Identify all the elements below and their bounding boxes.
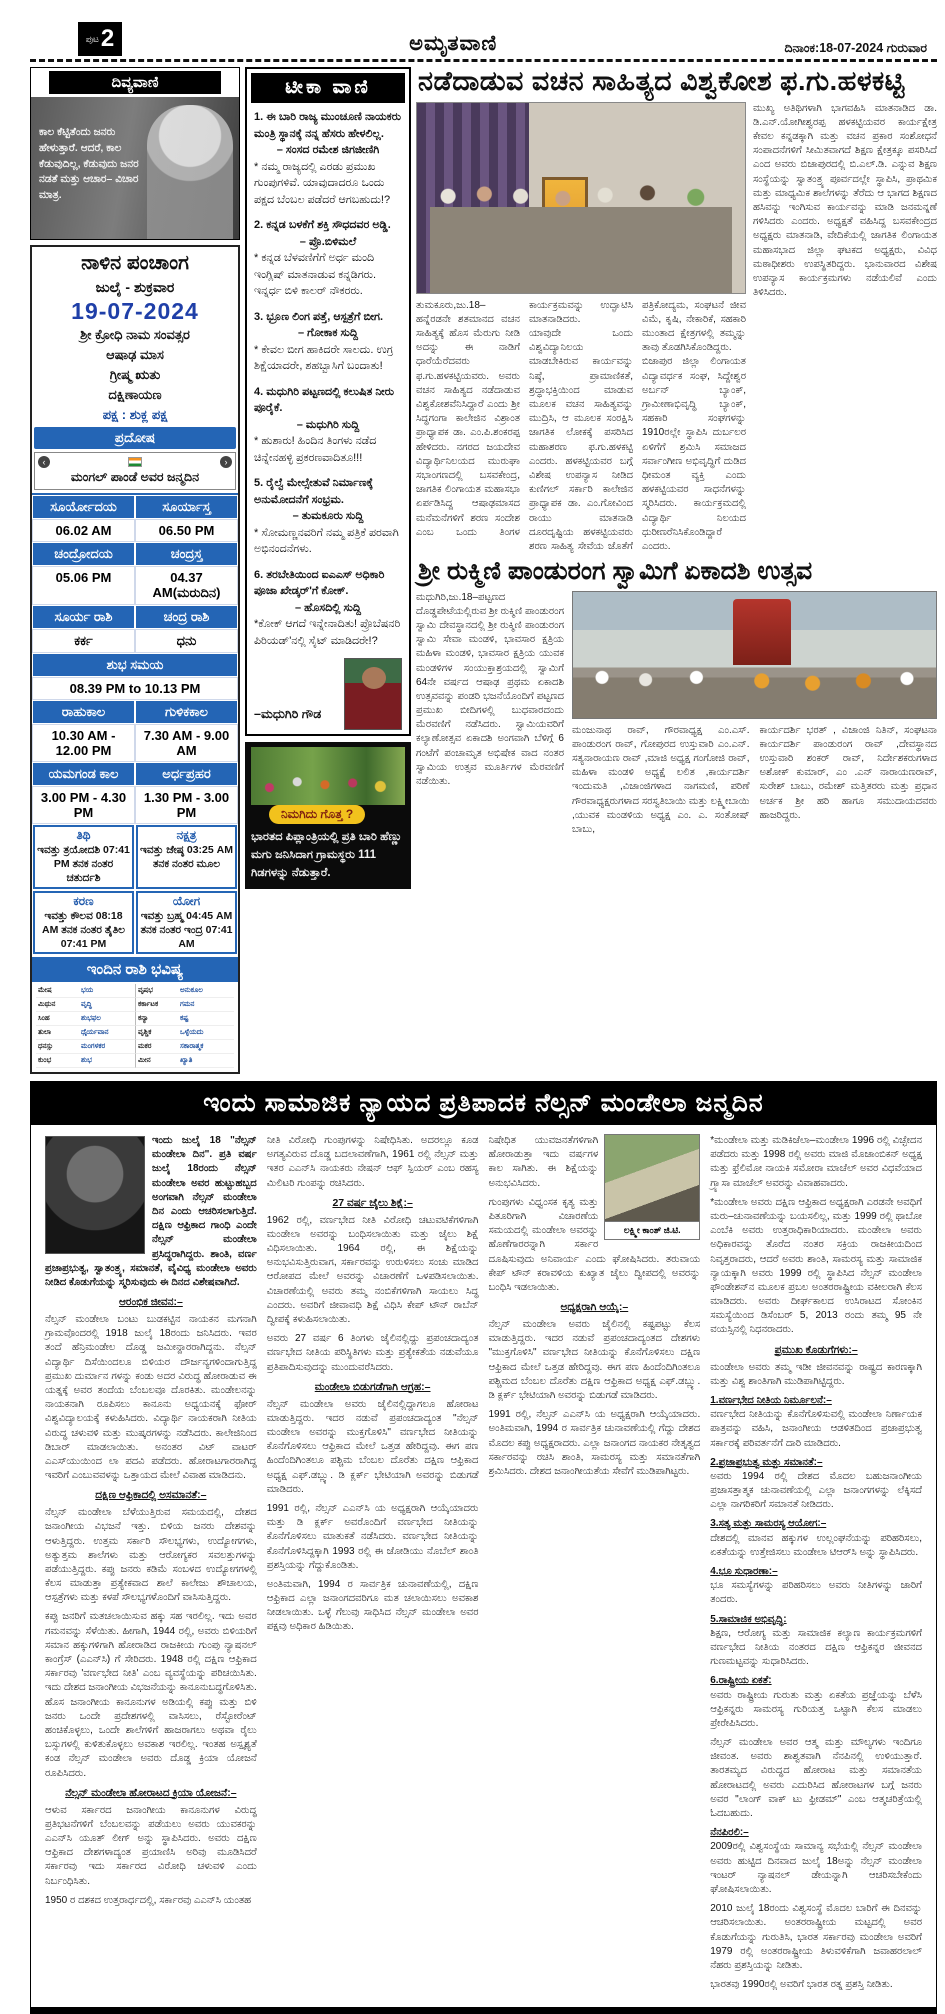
mandela-paragraph: ನೆಲ್ಸನ್ ಮಂಡೇಲಾ ಬಂಟು ಬುಡಕಟ್ಟಿನ ನಾಯಕನ ಮಗನಾಗಿ ಗ್ರಾಮವೊಂದರಲ್ಲಿ 1918 ಜುಲೈ 18ರಂದು ಜನಿಸಿದರು. ಇವರ ತಂದೆ ಹೆನ್ರಿಮಂಡೇಲ ದೊಡ್ಡ ಜಮೀನ್ದಾರರಾಗಿದ್ದನು. ನೆಲ್ಸನ್ ವಿದ್ಯಾರ್ಥಿ ದಿಸೆಯಿಂದಲೂ ಬಿಳಿಯರ ದೌರ್ಜನ್ಯಗಳಿಂದಾಗುತ್ತಿದ್ದ ಪ್ರಮುಖ ದುರ್ಮಾನ ಗಳನ್ನು ಕಂಡು ಅದರ ವಿರುದ್ಧ ಹೋರಾಡುವ ಈ ಯತ್ನಕ್ಕೆ ಅವರ ತಂದೆಯ ಬೆಂಬಲವೂ ದೊರಕಿತು. ಮಂಡೇಲನನ್ನು ನಾಯಕನಾಗಿ ರೂಪಿಸಲು ಕಾನೂನು ಅಧ್ಯಯನಕ್ಕೆ ಫೋರ್ ವಿಶ್ವವಿದ್ಯಾಲಯಕ್ಕೆ ಕಳುಹಿಸಿದರು. ವಿದ್ಯಾರ್ಥಿ ನಾಯಕರಾಗಿ ನೀತಿಯ ವಿರುದ್ಧ ಚಳುವಳಿ ಮತ್ತು ಮುಷ್ಕರಗಳನ್ನು ನಡೆಸಿದರು. ಕಾಲೇಜಿನಿಂದ ಡಿಬಾರ್ ಮಾಡಲಾಯಿತು. ಅನಂತರ ವಿಟ್ ವಾಟರ್ ಎಎಸ್‌ಯುಯಿಂದ ಲಾ ಪದವಿ ಪಡೆದರು. ಹೋರಾಟಗಾರರಾಗಿದ್ದ ಇವರಿಗೆ ಎಂಬುವವಳನ್ನು ಒತ್ತಾಯದ ಮೇಲೆ ವಿವಾಹ ಮಾಡಿದನು.: [45, 1314, 257, 1482]
yamaganda-value: 3.00 PM - 4.30 PM: [32, 786, 135, 824]
zodiac-value: ಸಕಾರಾತ್ಮಕ: [178, 1040, 234, 1054]
mandela-col2: [267, 1134, 479, 1997]
did-you-know-label: ನಿಮಗಿದು ಗೊತ್ತ ?: [269, 805, 365, 824]
article-halakatti: [416, 67, 937, 554]
mandela-paragraph: ನೆಲ್ಸನ್ ಮಂಡೇಲಾ ಬೆಳೆಯುತ್ತಿರುವ ಸಮಯದಲ್ಲಿ, ದೇಶದ ಜನಾಂಗೀಯ ವಿಭಜನೆ ಇತ್ತು. ಬಿಳಿಯ ಜನರು ದೇಶವನ್ನು ಆಳುತ್ತಿದ್ದರು. ಉತ್ತಮ ಸರ್ಕಾರಿ ಸೌಲಭ್ಯಗಳು, ಉದ್ಯೋಗಗಳು, ಅತ್ಯುತ್ತಮ ಶಾಲೆಗಳು ಮತ್ತು ಆರೋಗ್ಯಕರ ಸವಲತ್ತುಗಳನ್ನು ಪಡೆಯುತ್ತಿದ್ದರು. ಕಪ್ಪು ಜನರು ಕಡಿಮೆ ಸಂಬಳದ ಉದ್ಯೋಗಗಳಲ್ಲಿ ಕೆಲಸ ಮಾಡುತ್ತಾ ಪ್ರತ್ಯೇಕವಾದ ಶಾಲೆ ಕಾಲೇಜು ಶೌಚಾಲಯ, ಆಸ್ಪತ್ರೆಗಳು ಮತ್ತು ಕಳಪೆ ಸೌಲಭ್ಯಗಳೊಂದಿಗೆ ವಾಸಿಸುತ್ತಿದ್ದರು.: [45, 1507, 257, 1604]
zodiac-sign: ಮೀನ: [135, 1054, 178, 1068]
zodiac-sign: ಮಕರ: [135, 1040, 178, 1054]
page-number: 2: [100, 25, 115, 52]
contribution-4-title: 4.ಭೂ ಸುಧಾರಣಾ:–: [710, 1566, 778, 1577]
teeka-comment: *ಕೋಕ್ ಆಗದೆ ಇನ್ನೇನಾದಿತು! ಪ್ರೊಬೆಷನರಿ ಪಿರಿಯಡ್'ನಲ್ಲಿ ಸೈಟ್ ಮಾಡಿದರೇ!?: [254, 618, 401, 647]
zodiac-value: ಮಂಗಳಕರ: [79, 1040, 135, 1054]
zodiac-value: ವೃದ್ಧಿ: [79, 998, 135, 1012]
article1-col3: ಬಿಜಾಪುರ ಜಿಲ್ಲಾ ಲಿಂಗಾಯತ ವಿದ್ಯಾವರ್ಧಕ ಸಂಘ, ಸಿದ್ದೇಶ್ವರ ಅರ್ಬನ್ ಬ್ಯಾಂಕ್, ಗ್ರಾಮೀಣಾಭಿವೃದ್ಧಿ ಬ್ಯಾಂಕ್, ಸಹಕಾರಿ ಸಂಘಗಳನ್ನು 1910ರಲ್ಲೇ ಸ್ಥಾಪಿಸಿ ದುರ್ಬಲರ ಏಳಿಗೆಗೆ ಶ್ರಮಿಸಿ ಸಮಾಜದ ಸರ್ವಾಂಗೀಣ ಅಭಿವೃದ್ಧಿಗೆ ದುಡಿದ ಧೀಮಂತ ವ್ಯಕ್ತಿ ಎಂದು ಹಳಕಟ್ಟಿಯವರ ಸಾಧನೆಗಳನ್ನು ಸ್ಮರಿಸಿದರು. ಕಾರ್ಯಕ್ರಮದಲ್ಲಿ ವಿದ್ಯಾರ್ಥಿ ನಿಲಯದ ಧುರೀಣರೆನಿಸಿಕೊಂಡಿದ್ದಾರೆ ಎಂದರು.: [642, 356, 746, 552]
teeka-comment: * ಕೇವಲ ಬೀಗ ಹಾಕಿದರೇ ಸಾಲದು. ಉಗ್ರ ಶಿಕ್ಷೆಯಾದರೇ, ಶಹಬ್ಬಾಸಿಗೆ ಬಂದಾತು!: [254, 343, 394, 372]
mandela-paragraph: ನೆಲ್ಸನ್ ಮಂಡೇಲಾ ಅವರು ಜೈಲಿನಲ್ಲಿ ಕಷ್ಟಪಟ್ಟು ಕೆಲಸ ಮಾಡುತ್ತಿದ್ದರು. ಇದರ ನಡುವೆ ಪ್ರಪಂಚದಾದ್ಯಂತದ ದೇಶಗಳು "ಮುಕ್ತಗೊಳಿಸಿ" ವರ್ಣಭೇದ ನೀತಿಯನ್ನು ಕೊನೆಗೊಳಿಸಲು ದಕ್ಷಿಣ ಆಫ್ರಿಕಾದ ಮೇಲೆ ಒತ್ತಡ ಹೇರಿದ್ದವು. ಈಗ ಪಣ ಹಿಂದೆಂದಿಗಿಂತಲೂ ಪಶ್ಚಿಮದ ಬೆಂಬಲ ದೊರೆತು ದಕ್ಷಿಣ ಆಫ್ರಿಕಾದ ಅಧ್ಯಕ್ಷ ಎಫ್.ಡಬ್ಲ್ಯು. ಡಿ ಕ್ಲರ್ಕ್ ಭೇಟಿಯಾಗಿ ಅವರನ್ನು ಬಿಡುಗಡೆ ಮಾಡಿದರು.: [488, 1319, 701, 1401]
zodiac-sign: ಕರ್ಕಾಟಕ: [135, 998, 178, 1012]
zodiac-value: ಭಯ: [79, 984, 135, 998]
rahu-value: 10.30 AM - 12.00 PM: [32, 724, 135, 762]
article2-left-column: [416, 591, 564, 838]
contribution-5-title: 5.ಸಾಮಾಜಿಕ ಅಭಿವೃದ್ಧಿ:: [710, 1613, 787, 1625]
panchanga-title: ನಾಳಿನ ಪಂಚಾಂಗ: [81, 252, 189, 274]
article1-headline: ನಡೆದಾಡುವ ವಚನ ಸಾಹಿತ್ಯದ ವಿಶ್ವಕೋಶ ಫ.ಗು.ಹಳಕಟ್ಟಿ: [418, 66, 905, 96]
teeka-item: [247, 567, 409, 650]
contribution-3-title: 3.ಸತ್ಯ ಮತ್ತು ಸಾಮರಸ್ಯ ಆಯೋಗ:–: [710, 1518, 827, 1530]
subhead-major-contributions: ಪ್ರಮುಖ ಕೊಡುಗೆಗಳು:–: [774, 1343, 858, 1356]
zodiac-value: ಒಳ್ಳೆಯದು: [178, 1026, 234, 1040]
event-text: ಮಂಗಲ್ ಪಾಂಡೆ ಅವರ ಜನ್ಮದಿನ: [70, 470, 200, 484]
zodiac-value: ಶುಭ: [79, 1054, 135, 1068]
divyavani-title: ದಿವ್ಯವಾಣಿ: [49, 71, 221, 94]
contribution-1-title: 1.ವರ್ಣಭೇದ ನೀತಿಯ ನಿರ್ಮೂಲನೆ:–: [710, 1394, 832, 1406]
contribution-2-text: ಅವರು 1994 ರಲ್ಲಿ ದೇಶದ ಮೊದಲ ಬಹುಜನಾಂಗೀಯ ಪ್ರಜಾಸತ್ತಾತ್ಮಕ ಚುನಾವಣೆಯಲ್ಲಿ ಎಲ್ಲಾ ಜನಾಂಗಗಳನ್ನು ಲೆಕ್ಕಿಸದೆ ಎಲ್ಲಾ ನಾಗರಿಕರಿಗೆ ಸಮಾನತೆ ನೀಡಿದರು.: [710, 1470, 922, 1511]
teeka-item: [247, 309, 409, 375]
masa: ಆಷಾಢ ಮಾಸ: [106, 347, 164, 362]
divyavani-quote: ಕಾಲ ಕೆಟ್ಟಿತೆಂದು ಜನರು ಹೇಳುತ್ತಾರೆ. ಆದರೆ, ಕಾಲ ಕೆಡುವುದಿಲ್ಲ, ಕೆಡುವುದು ಜನರ ನಡತೆ ಮತ್ತು ಆಚಾರ– ವಿಚಾರ ಮಾತ್ರ.: [39, 126, 139, 201]
did-you-know-photo: [251, 747, 405, 805]
masthead: [30, 22, 937, 62]
mandela-paragraph: ಭಾರತವು 1990ರಲ್ಲಿ ಅವರಿಗೆ ಭಾರತ ರತ್ನ ಪ್ರಶಸ್ತಿ ನೀಡಿತು.: [710, 1979, 893, 1991]
moonset-value: 04.37 AM(ಮರುದಿನ): [135, 566, 238, 605]
moon-sign-value: ಧನು: [135, 629, 238, 653]
subhead-remember: ನೆನಪಿರಲಿ:–: [710, 1827, 749, 1839]
author-photo: [605, 1135, 699, 1221]
article2-caption-right: ಕಾರ್ಯದರ್ಶಿ ಭರತ್ , ವಿಜಾಂಜಿ ನಿತಿನ್, ಸಂಘಟನಾ ಕಾರ್ಯದರ್ಶಿ ಪಾಂಡುರಂಗ ರಾವ್ ,ದೇವಸ್ಥಾನದ ಉಸ್ತುವಾರಿ ಶಂಕರ್ ರಾವ್, ನಿರ್ದೇಶಕರುಗಳಾದ ಅಶೋಕ್ ಕುಮಾರ್, ಎಂ .ಎನ್ ನಾರಾಯಣರಾವ್, ಸುರೇಶ್ ಬಾಬು, ರಮೇಶ್ ಮತ್ತಿತರರು ಮತ್ತು ಪ್ರಧಾನ ಅರ್ಚಕ ಶ್ರೀ ಹರಿ ಹಾಗೂ ಸಮುದಾಯದವರು ಹಾಜರಿದ್ದರು.: [759, 724, 937, 821]
teeka-attribution: – ತುಮಕೂರು ಸುದ್ದಿ: [292, 510, 364, 522]
zodiac-sign: ತುಲಾ: [36, 1026, 79, 1040]
page-label: ಪುಟ: [85, 33, 99, 44]
zodiac-sign: ಮೇಷ: [36, 984, 79, 998]
teeka-attribution: – ಸಂಸದ ರಮೇಶ ಜಿಗಜೀಣಿಗಿ: [276, 144, 380, 156]
moonrise-value: 05.06 PM: [32, 566, 135, 605]
samvatsara: ಶ್ರೀ ಕ್ರೋಧಿ ನಾಮ ಸಂವತ್ಸರ: [80, 327, 190, 342]
mandela-paragraph: ಗುಂಪುಗಳು ವಿಧ್ವಂಸಕ ಕೃತ್ಯ ಮತ್ತು ಪಿತೂರಿಗಾಗಿ ವಿಚಾರಣೆಯ ಸಮಯದಲ್ಲಿ ಮಂಡೇಲಾ ಅವರನ್ನು ಹೊಣೆಗಾರರನ್ನಾಗಿ ಸರ್ಕಾರ ದೂಷಿಸುವುದು ಅನಿವಾರ್ಯ ಎಂದು ಘೋಷಿಸಿದರು. ತರುವಾಯ ಕೇಪ್ ಟೌನ್ ಕರಾವಳಿಯ ಕುಖ್ಯಾತ ಜೈಲು ದ್ವೀಪದಲ್ಲಿ ಅವರನ್ನು ಬಂಧಿಸಿ ಇಡಲಾಯಿತು.: [488, 1196, 701, 1293]
yoga-value: ಇವತ್ತು ಬ್ರಹ್ಮ 04:45 AM ತನಕ ನಂತರ ಇಂದ್ರ 07:41 AM: [140, 909, 233, 950]
teekavani-box: [245, 67, 411, 736]
shubha-value: 08.39 PM to 10.13 PM: [32, 677, 238, 700]
teeka-item: [247, 217, 409, 300]
mandela-paragraph: ಅವರು 27 ವರ್ಷ 6 ತಿಂಗಳು ಜೈಲಿನಲ್ಲಿದ್ದು ಪ್ರಪಂಚದಾದ್ಯಂತ ವರ್ಣಭೇದ ನೀತಿಯ ಪರಿಸ್ಥಿತಿಗಳು ಮತ್ತು ಪ್ರತ್ಯೇಕತೆಯ ನಡುವೆಯೂ ಪ್ರತಿಪಾದಿಸುವುದನ್ನು ಮುಂದುವರೆಸಿದರು.: [266, 1333, 479, 1373]
gulika-label: ಗುಳಿಕಕಾಲ: [135, 700, 238, 724]
sun-sign-value: ಕರ್ಕ: [32, 629, 135, 653]
teeka-quote: 5. ರೈಲ್ವೆ ಮೇಲ್ಸೇತುವೆ ನಿರ್ಮಾಣಕ್ಕೆ ಅನುಮೋದನೆಗೆ ಸಂಭ್ರಮ.: [254, 477, 374, 506]
zodiac-sign: ಕನ್ಯಾ: [135, 1012, 178, 1026]
zodiac-value: ಧೈರ್ಯವಾನ: [79, 1026, 135, 1040]
columnist-photo: [344, 658, 402, 730]
zodiac-sign: ವೃಶ್ಚಿಕ: [135, 1026, 178, 1040]
teeka-quote: 4. ಮಧುಗಿರಿ ಪಟ್ಟಣದಲ್ಲಿ ಕಲುಷಿತ ನೀರು ಪೂರೈಕೆ.: [254, 385, 395, 414]
columnist-signature-row: [247, 658, 409, 730]
panchanga-weekday: ಜುಲೈ - ಶುಕ್ರವಾರ: [95, 279, 175, 295]
moon-sign-label: ಚಂದ್ರ ರಾಶಿ: [135, 605, 238, 629]
next-arrow-icon[interactable]: ›: [220, 456, 232, 468]
zodiac-value: ಖ್ಯಾತಿ: [178, 1054, 234, 1068]
sunrise-value: 06.02 AM: [32, 519, 135, 542]
teeka-quote: 3. ಭ್ರೂಣ ಲಿಂಗ ಪತ್ತೆ, ಆಸ್ಪತ್ರೆಗೆ ಬೀಗ.: [254, 310, 384, 323]
article-ekadashi: [416, 558, 937, 837]
zodiac-sign: ವೃಷಭ: [135, 984, 178, 998]
teeka-attribution: – ಮಧುಗಿರಿ ಸುದ್ದಿ: [296, 418, 360, 431]
moonrise-label: ಚಂದ್ರೋದಯ: [32, 542, 135, 566]
teeka-comment: * ಕನ್ನಡ ಬೆಳವಣಿಗೆಗೆ ಅರ್ಧ ಮಂದಿ ಇಂಗ್ಲಿಷ್ ಮಾತನಾಡುವ ಕನ್ನಡಿಗರು. ಇನ್ನರ್ಧ ಬಿಳಿ ಕಾಲರ್ ನೌಕರರು.: [254, 252, 377, 297]
teeka-comment: * ಹುಶಾರು! ಹಿಂದಿನ ತಿಂಗಳು ನಡೆದ ಚಿನ್ನೇನಹಳ್ಳಿ ಪ್ರಕರಣವಾದಿತೂ!!!: [254, 435, 377, 464]
contribution-3-text: ದೇಶದಲ್ಲಿ ಮಾನವ ಹಕ್ಕುಗಳ ಉಲ್ಲಂಘನೆಯನ್ನು ಪರಿಹರಿಸಲು, ಏಕತೆಯನ್ನು ಉತ್ತೇಜಿಸಲು ಮಂಡೇಲಾ ಟಿಆರ್‌ಸಿ ಅನ್ನು ಸ್ಥಾಪಿಸಿದರು.: [710, 1532, 922, 1558]
nakshatra-value: ಇವತ್ತು ಜೇಷ್ಠ 03:25 AM ತನಕ ನಂತರ ಮೂಲ: [140, 844, 233, 871]
zodiac-value: ಕಷ್ಟ: [178, 1012, 234, 1026]
teeka-item: [247, 109, 409, 208]
prev-arrow-icon[interactable]: ‹: [38, 456, 50, 468]
zodiac-value: ಗಮನ: [178, 998, 234, 1012]
dignitaries-group: [430, 183, 732, 293]
masthead-date: ದಿನಾಂಕ:18-07-2024 ಗುರುವಾರ: [784, 41, 927, 55]
article1-col2: ಯಾವುದೇ ಒಂದು ವಿಶ್ವವಿದ್ಯಾನಿಲಯ ಮಾಡಬೇಕಿರುವ ಕಾರ್ಯವನ್ನು ನಿಷ್ಠೆ, ಪ್ರಾಮಾಣಿಕತೆ, ಶ್ರದ್ಧಾಭಕ್ತಿಯಿಂದ ಮಾಡುವ ಮೂಲಕ ವಚನ ಸಾಹಿತ್ಯವನ್ನು ಮುದ್ರಿಸಿ, ಆ ಮೂಲಕ ಸಂರಕ್ಷಿಸಿ ಜಾಗತಿಕ ಲೋಕಕ್ಕೆ ಪಸರಿಸಿದ ಮಹಾಶರಣ ಫ.ಗು.ಹಳಕಟ್ಟಿ ಎಂದರು. ಹಳಕಟ್ಟಿಯವರ ಬಗ್ಗೆ ವಿಶೇಷ ಉಪನ್ಯಾಸ ನೀಡಿದ ಕುಣಿಗಲ್ ಸರ್ಕಾರಿ ಕಾಲೇಜಿನ ಪ್ರಾಧ್ಯಾಪಕ ಡಾ. ಎಂ.ಗೋವಿಂದ ರಾಯು ಮಾತನಾಡಿ ದೂರದೃಷ್ಟಿಯ ಹಳಕಟ್ಟಿಯವರು ಶರಣ ಸಾಹಿತ್ಯ ಸೇವೆಯ ಜೊತೆಗೆ ಪತ್ರಿಕೋದ್ಯಮ, ಸಂಘಟನೆ ಜೀವ ವಿಮೆ, ಕೃಷಿ, ನೇಕಾರಿಕೆ, ಸಹಕಾರಿ ಮುಂತಾದ ಕ್ಷೇತ್ರಗಳಲ್ಲಿ ತಮ್ಮನ್ನು ತಾವು ತೊಡಗಿಸಿಕೊಂಡಿದ್ದರು.: [529, 299, 746, 552]
sunset-label: ಸೂರ್ಯಾಸ್ತ: [135, 495, 238, 519]
panchanga-table: [32, 493, 238, 955]
subhead-early-life: ಆರಂಭಿಕ ಜೀವನ:–: [118, 1296, 183, 1309]
newspaper-title: ಅಮೃತವಾಣಿ: [409, 32, 498, 55]
karana-value: ಇವತ್ತು ಕೌಲವ 08:18 AM ತನಕ ನಂತರ ತೈತಿಲ 07:41 PM: [42, 909, 125, 950]
article1-body-columns: [416, 299, 746, 554]
teeka-item: [247, 384, 409, 467]
ardha-label: ಅರ್ಧಪ್ರಹರ: [135, 762, 238, 786]
teeka-attribution: – ಪ್ರೊ.ಬಿಳಿಮಲೆ: [299, 235, 357, 248]
event-strip: [34, 452, 236, 490]
rahu-label: ರಾಹುಕಾಲ: [32, 700, 135, 724]
nakshatra-cell: [136, 825, 237, 889]
contribution-4-text: ಭೂ ಸಮಸ್ಯೆಗಳನ್ನು ಪರಿಹರಿಸಲು ಅವರು ನೀತಿಗಳನ್ನು ಜಾರಿಗೆ ತಂದರು.: [710, 1580, 922, 1606]
article1-col1: ತುಮಕೂರು,ಜು.18– ಹನ್ನೆರಡನೇ ಶತಮಾನದ ವಚನ ಸಾಹಿತ್ಯಕ್ಕೆ ಹೊಸ ಮೆರುಗು ನೀಡಿ ಅದನ್ನು ಈ ನಾಡಿಗೆ ಧಾರೆಯೆರೆದವರು ಫ.ಗು.ಹಳಕಟ್ಟಿಯವರು. ಅವರು ವಚನ ಸಾಹಿತ್ಯದ ನಡೆದಾಡುವ ವಿಶ್ವಕೋಶವೆನಿಸಿದ್ದಾರೆ ಎಂದು ಶ್ರೀ ಸಿದ್ಧಗಂಗಾ ಕಾಲೇಜಿನ ವಿಶ್ರಾಂತ ಪ್ರಾಧ್ಯಾಪಕ ಡಾ. ಎಂ.ಪಿ.ಶಂಕರಪ್ಪ ಹೇಳಿದರು. ನಗರದ ಜಯದೇವ ವಿದ್ಯಾರ್ಥಿನಿಲಯದ ಮುರುಘಾ ಸಭಾಂಗಣದಲ್ಲಿ ಬಸವಕೇಂದ್ರ, ಜಾಗತಿಕ ಲಿಂಗಾಯತ ಮಹಾಸಭಾ ಏರ್ಪಡಿಸಿದ್ದ ಆಷಾಢಮಾಸದ ಮನೆಮನೆಗಳಿಗೆ ಶರಣ ಸಂದೇಶ ಎಂಬ ಒಂದು ತಿಂಗಳ ಕಾರ್ಯಕ್ರಮವನ್ನು ಉದ್ಘಾಟಿಸಿ ಮಾತನಾಡಿದರು.: [416, 299, 633, 538]
article2-headline: ಶ್ರೀ ರುಕ್ಮಿಣಿ ಪಾಂಡುರಂಗ ಸ್ವಾಮಿಗೆ ಏಕಾದಶಿ ಉತ್ಸವ: [418, 557, 813, 586]
did-you-know-box: [245, 742, 411, 889]
mandela-paragraph: 2009ರಲ್ಲಿ ವಿಶ್ವಸಂಸ್ಥೆಯ ಸಾಮಾನ್ಯ ಸಭೆಯಲ್ಲಿ ನೆಲ್ಸನ್ ಮಂಡೇಲಾ ಅವರು ಹುಟ್ಟಿದ ದಿನವಾದ ಜುಲೈ 18ಅನ್ನು ನೆಲ್ಸನ್ ಮಂಡೇಲಾ ಇಂಟರ್ ನ್ಯಾಷನಲ್ ಡೇಯನ್ನಾಗಿ ಆಚರಿಸಬೇಕೆಂದು ಘೋಷಿಸಲಾಯಿತು.: [710, 1841, 922, 1895]
article1-right-text: ಮುಖ್ಯ ಅತಿಥಿಗಳಾಗಿ ಭಾಗವಹಿಸಿ ಮಾತನಾಡಿದ ಡಾ. ಡಿ.ಎನ್.ಯೋಗೀಶ್ವರಪ್ಪ ಹಳಕಟ್ಟಿಯವರ ಕಾರ್ಯಕ್ಷೇತ್ರ ಕೇವಲ ಕನ್ನಡಕ್ಕಾಗಿ ಮತ್ತು ವಚನ ಪ್ರಕಾರ ಸಂಶೋಧನೆ ಸಂಪಾದನೆಗಳಿಗೆ ಸೀಮಿತವಾಗದೆ ಶಿಕ್ಷಣ ಕ್ಷೇತ್ರಕ್ಕೂ ಪಸರಿಸಿದೆ ಎಂದ ಅವರು ಬಿಜಾಪುರದಲ್ಲಿ ಬಿ.ಎಲ್.ಡಿ. ಎನ್ನುವ ಶಿಕ್ಷಣ ಸಂಸ್ಥೆಯನ್ನು ಸ್ವಾತಂತ್ರ್ಯ ಪೂರ್ವದಲ್ಲೇ ಸ್ಥಾಪಿಸಿ, ಪ್ರಾಥಮಿಕ ಮತ್ತು ಮಾಧ್ಯಮಿಕ ಶಾಲೆಗಳನ್ನು ತೆರೆದು ಆ ಭಾಗದ ಶಿಕ್ಷಣದ ಹಸಿವನ್ನು ಇಂಗಿಸುವ ಕಾರ್ಯವನ್ನು ಮಾಡಿ ಜನಮನ್ನಣೆ ಗಳಿಸಿದರು ಎಂದರು. ಅಧ್ಯಕ್ಷತೆ ವಹಿಸಿದ್ದ ಬಸವಕೇಂದ್ರದ ಅಧ್ಯಕ್ಷರು ಮಾತನಾಡಿ, ವೇದಿಕೆಯಲ್ಲಿ ಜಾಗತಿಕ ಲಿಂಗಾಯತ ಮಹಾಸಭಾದ ಜಿಲ್ಲಾ ಘಟಕದ ಅಧ್ಯಕ್ಷರು, ವಿವಿಧ ಮಠಾಧೀಶರು ಉಪಸ್ಥಿತರಿದ್ದರು. ಭಾನುವಾರದ ವಿಶೇಷ ಉಪನ್ಯಾಸ ಕಾರ್ಯಕ್ರಮಗಳು ನಡೆಯಲಿವೆ ಎಂದು ತಿಳಿಸಿದರು.: [753, 102, 937, 299]
mandela-paragraph: 1991 ರಲ್ಲಿ, ನೆಲ್ಸನ್ ಎಎನ್‌ಸಿ ಯ ಅಧ್ಯಕ್ಷರಾಗಿ ಆಯ್ಕೆಯಾದರು ಮತ್ತು ಡಿ ಕ್ಲರ್ಕ್ ಅವರೊಂದಿಗೆ ವರ್ಣಭೇದ ನೀತಿಯನ್ನು ಕೊನೆಗೊಳಿಸಲು ಮಾತುಕತೆ ನಡೆಸಿದರು. ವರ್ಣಭೇದ ನೀತಿಯನ್ನು ಕೊನೆಗೊಳಿಸಿದ್ದಕ್ಕಾಗಿ 1993 ರಲ್ಲಿ ಈ ಜೋಡಿಯು ನೊಬೆಲ್ ಶಾಂತಿ ಪ್ರಶಸ್ತಿಯನ್ನು ಗೆದ್ದುಕೊಂಡಿತು.: [266, 1502, 479, 1571]
contribution-1-text: ವರ್ಣಭೇದ ನೀತಿಯನ್ನು ಕೊನೆಗೊಳಿಸುವಲ್ಲಿ ಮಂಡೇಲಾ ನಿರ್ಣಾಯಕ ಪಾತ್ರವನ್ನು ವಹಿಸಿ, ಜನಾಂಗೀಯ ಆಡಳಿತದಿಂದ ಪ್ರಜಾಪ್ರಭುತ್ವ ಸರ್ಕಾರಕ್ಕೆ ಪರಿವರ್ತನೆಗೆ ದಾರಿ ಮಾಡಿದರು.: [710, 1409, 922, 1449]
ayana: ದಕ್ಷಿಣಾಯಣ: [108, 387, 162, 402]
nakshatra-label: ನಕ್ಷತ್ರ: [176, 828, 197, 842]
rutu: ಗ್ರೀಷ್ಮ ಋತು: [109, 367, 161, 382]
tithi-cell: [33, 825, 134, 889]
mandela-col3: [489, 1134, 701, 1997]
monk-figure-icon: [147, 105, 233, 239]
article2-captions: [572, 724, 937, 838]
divyavani-box: [30, 67, 240, 240]
contribution-6-title: 6.ರಾಷ್ಟ್ರೀಯ ಏಕತೆ:: [710, 1675, 772, 1687]
article1-photo: [416, 102, 746, 294]
mandela-col1: [45, 1134, 257, 1997]
teeka-attribution: – ಹೊಸದಿಲ್ಲಿ ಸುದ್ದಿ: [294, 601, 362, 614]
yoga-cell: [136, 891, 237, 955]
procession-crowd: [573, 660, 936, 718]
subhead-elected-president: ಅಧ್ಯಕ್ಷರಾಗಿ ಆಯ್ಕೆ:–: [560, 1301, 629, 1314]
did-you-know-text: ಭಾರತದ ಪಿಪ್ಲಾಂತ್ರಿಯಲ್ಲಿ ಪ್ರತಿ ಬಾರಿ ಹೆಣ್ಣು ಮಗು ಜನಿಸಿದಾಗ ಗ್ರಾಮಸ್ಥರು 111 ಗಿಡಗಳನ್ನು ನೆಡುತ್ತಾರೆ.: [251, 831, 402, 879]
mandela-paragraph: ಮಂಡೇಲಾ ಅವರು ತಮ್ಮ ಇಡೀ ಜೀವನವನ್ನು ರಾಷ್ಟ್ರದ ಕಾರಣಕ್ಕಾಗಿ ಮತ್ತು ವಿಶ್ವ ಶಾಂತಿಗಾಗಿ ಮುಡಿಪಾಗಿಟ್ಟಿದ್ದರು.: [710, 1361, 922, 1387]
flag-icon: [128, 457, 142, 467]
subhead-release-demand: ಮಂಡೇಲಾ ಬಿಡುಗಡೆಗಾಗಿ ಆಗ್ರಹ:–: [314, 1380, 431, 1393]
author-photo-frame: [604, 1134, 700, 1240]
tithi-value: ಇವತ್ತು ತ್ರಯೋದಶಿ 07:41 PM ತನಕ ನಂತರ ಚತುರ್ದಶಿ: [37, 844, 130, 885]
subhead-action-plan: ನೆಲ್ಸನ್ ಮಂಡೇಲಾ ಹೋರಾಟದ ಕ್ರಿಯಾ ಯೋಜನೆ:–: [65, 1786, 237, 1799]
mandela-paragraph: *ಮಂಡೇಲಾ ಅವರು ದಕ್ಷಿಣ ಆಫ್ರಿಕಾದ ಅಧ್ಯಕ್ಷರಾಗಿ ಎರಡನೇ ಅವಧಿಗೆ ಮರು–ಚುನಾವಣೆಯನ್ನು ಬಯಸಲಿಲ್ಲ, ಮತ್ತು 1999 ರಲ್ಲಿ ಥಾಬೋ ಎಂಬೆಕಿ ಅವರು ಉತ್ತರಾಧಿಕಾರಿಯಾದರು. ಮಂಡೇಲಾ ಅವರು ಅಧಿಕಾರವನ್ನು ತೊರೆದ ನಂತರ ಸಕ್ರಿಯ ರಾಜಕೀಯದಿಂದ ನಿವೃತ್ತರಾದರು, ಆದರೆ ಅವರು ಶಾಂತಿ, ಸಾಮರಸ್ಯ ಮತ್ತು ಸಾಮಾಜಿಕ ನ್ಯಾಯಕ್ಕಾಗಿ ಅವರು 1999 ರಲ್ಲಿ ಸ್ಥಾಪಿಸಿದ ನೆಲ್ಸನ್ ಮಂಡೇಲಾ ಫೌಂಡೇಶನ್‌ನ ಮೂಲಕ ಪ್ರಬಲ ಅಂತರರಾಷ್ಟ್ರೀಯ ವಕೀಲರಾಗಿ ಕೆಲಸ ಮಾಡಿದರು. ಅವರು ದೀರ್ಘಕಾಲದ ಉಸಿರಾಟದ ಸೋಂಕಿನ ಸಮಸ್ಯೆಯಿಂದ ಡಿಸೆಂಬರ್ 5, 2013 ರಂದು ತಮ್ಮ 95 ನೇ ವಯಸ್ಸಿನಲ್ಲಿ ನಿಧನರಾದರು.: [710, 1196, 922, 1336]
teeka-comment: * ನಮ್ಮ ರಾಜ್ಯದಲ್ಲಿ ಎರಡು ಪ್ರಮುಖ ಗುಂಪುಗಳಿವೆ. ಯಾವುದಾದರೂ ಒಂದು ಪಕ್ಷದ ಬೆಂಬಲ ಪಡೆದರೆ ಆಗಬಹುದು!?: [254, 160, 391, 206]
teeka-comment: * ಸೋಮಣ್ಣನವರಿಗೆ ನಮ್ಮ ಪತ್ರಿಕೆ ಪರವಾಗಿ ಅಭಿನಂದನೆಗಳು.: [254, 526, 399, 555]
article1-right-column: [753, 102, 937, 554]
mandela-paragraph: 1950 ರ ದಶಕದ ಉತ್ತರಾರ್ಧದಲ್ಲಿ, ಸರ್ಕಾರವು ಎಎನ್‌ಸಿ ಯಂತಹ: [45, 1894, 252, 1906]
gulika-value: 7.30 AM - 9.00 AM: [135, 724, 238, 762]
mandela-paragraph: 1991 ರಲ್ಲಿ, ನೆಲ್ಸನ್ ಎಎನ್‌ಸಿ ಯ ಅಧ್ಯಕ್ಷರಾಗಿ ಆಯ್ಕೆಯಾದರು. ಅಂತಿಮವಾಗಿ, 1994 ರ ಸಾರ್ವತ್ರಿಕ ಚುನಾವಣೆಯಲ್ಲಿ ಗೆದ್ದು ದೇಶದ ಮೊದಲ ಕಪ್ಪು ಅಧ್ಯಕ್ಷರಾದರು. ಎಲ್ಲಾ ಜನಾಂಗದ ನಾಯಕರ ನೇತೃತ್ವದ ಸರ್ಕಾರವನ್ನು ರಚಿಸಿ ಶಾಂತಿ, ಸಾಮರಸ್ಯ ಮತ್ತು ಸಮಾನತೆಗಾಗಿ ಶ್ರಮಿಸಿದರು. ದೇಶದ ಜನಾಂಗೀಯತೆಯ ಸೇವೆಗೆ ಮುಡಿಪಾಗಿಟ್ಟರು.: [488, 1409, 701, 1477]
karana-cell: [33, 891, 134, 955]
contribution-6-text: ಅವರು ರಾಷ್ಟ್ರೀಯ ಗುರುತು ಮತ್ತು ಏಕತೆಯ ಪ್ರಜ್ಞೆಯನ್ನು ಬೆಳೆಸಿ ಆಫ್ರಿಕನ್ನರು ಸಾಮರಸ್ಯ ಗುರಿಯತ್ತ ಒಟ್ಟಾಗಿ ಕೆಲಸ ಮಾಡಲು ಪ್ರೇರೇಪಿಸಿದರು.: [710, 1689, 922, 1729]
zodiac-sign: ಮಿಥುನ: [36, 998, 79, 1012]
subhead-27-years-jail: 27 ವರ್ಷ ಜೈಲು ಶಿಕ್ಷೆ:–: [332, 1196, 413, 1209]
contribution-2-title: 2.ಪ್ರಜಾಪ್ರಭುತ್ವ ಮತ್ತು ಸಮಾನತೆ:–: [710, 1456, 823, 1468]
shubha-label: ಶುಭ ಸಮಯ: [32, 653, 238, 677]
moonset-label: ಚಂದ್ರಸ್ತ: [135, 542, 238, 566]
mandela-col4: [710, 1134, 922, 1997]
yoga-label: ಯೋಗ: [172, 893, 201, 908]
paksha: ಪಕ್ಷ : ಶುಕ್ಲ ಪಕ್ಷ: [102, 407, 168, 422]
teeka-attribution: – ಗೋಕಾಕ ಸುದ್ದಿ: [297, 327, 359, 339]
zodiac-sign: ಸಿಂಹ: [36, 1012, 79, 1026]
zodiac-sign: ಧನಸ್ಸು: [36, 1040, 79, 1054]
mandela-article: [30, 1081, 937, 2014]
sunset-value: 06.50 PM: [135, 519, 238, 542]
mandela-paragraph: ನೆಲ್ಸನ್ ಮಂಡೇಲಾ ಅವರು ಜೈಲಿನಲ್ಲಿದ್ದಾಗಲೂ ಹೋರಾಟ ಮಾಡುತ್ತಿದ್ದರು. ಇದರ ನಡುವೆ ಪ್ರಪಂಚದಾದ್ಯಂತ "ನೆಲ್ಸನ್ ಮಂಡೇಲಾ ಅವರನ್ನು ಮುಕ್ತಗೊಳಿಸಿ" ವರ್ಣಭೇದ ನೀತಿಯನ್ನು ಕೊನೆಗೊಳಿಸಲು ಆಫ್ರಿಕಾದ ಮೇಲೆ ಒತ್ತಡ ಹೇರಿದ್ದವು. ಈಗ ಪಣ ಹಿಂದೆಂದಿಗಿಂತಲೂ ಪಶ್ಚಿಮ ಬೆಂಬಲ ದೊರೆತು ದಕ್ಷಿಣ ಆಫ್ರಿಕಾದ ಅಧ್ಯಕ್ಷ ಎಫ್.ಡಬ್ಲ್ಯು. ಡಿ ಕ್ಲರ್ಕ್ ಭೇಟಿಯಾಗಿ ಅವರನ್ನು ಬಿಡುಗಡೆ ಮಾಡಿದರು.: [266, 1398, 479, 1495]
article2-caption-left: ಮಂಜುನಾಥ ರಾವ್, ಗೌರವಾಧ್ಯಕ್ಷ ಎಂ.ಎಸ್. ಪಾಂಡುರಂಗ ರಾವ್, ಗೋಪುರದ ಉಸ್ತುವಾರಿ ಎಂ.ಎನ್. ಸತ್ಯನಾರಾಯಣ ರಾವ್ ,ಮಾಜಿ ಅಧ್ಯಕ್ಷ ಗಂಗೋಜಿ ರಾವ್, ಮಹಿಳಾ ಮಂಡಳಿ ಅಧ್ಯಕ್ಷೆ ಲಲಿತ ,ಕಾರ್ಯದರ್ಶಿ ಇಂದುಮತಿ ,ವಿಜಾಂಜಿಗಳಾದ ನಾಗಮಣಿ, ಪರಿಣೆ ಗೌರವಾಧ್ಯಕ್ಷರುಗಳಾದ ಸರಸ್ವತಿಬಾಯಿ ಮತ್ತು ಲಕ್ಷ್ಮೀಬಾಯಿ ,ಯುವಕ ಮಂಡಳಿಯ ಅಧ್ಯಕ್ಷ ಎಂ. ಎ. ಸಂತೋಷ್ ಬಾಬು,: [572, 724, 750, 835]
mandela-intro: ಇಂದು ಜುಲೈ 18 "ನೆಲ್ಸನ್ ಮಂಡೇಲಾ ದಿನ". ಪ್ರತಿ ವರ್ಷ ಜುಲೈ 18ರಂದು ನೆಲ್ಸನ್ ಮಂಡೇಲಾ ಅವರ ಹುಟ್ಟುಹಬ್ಬದ ಅಂಗವಾಗಿ ನೆಲ್ಸನ್ ಮಂಡೇಲಾ ದಿನ ಎಂದು ಆಚರಿಸಲಾಗುತ್ತಿದೆ. ದಕ್ಷಿಣ ಆಫ್ರಿಕಾದ ಗಾಂಧಿ ಎಂದೇ ನೆಲ್ಸನ್ ಮಂಡೇಲಾ ಪ್ರಸಿದ್ಧರಾಗಿದ್ದರು. ಶಾಂತಿ, ವರ್ಣ ಪ್ರಜಾಪ್ರಭುತ್ವ, ಸ್ವಾತಂತ್ರ್ಯ, ಸಮಾನತೆ, ವೈವಿಧ್ಯ ಮಂಡೇಲಾ ಅವರು ನೀಡಿದ ಕೊಡುಗೆಯನ್ನು ಸ್ಮರಿಸುವುದು ಈ ದಿನದ ವಿಶೇಷವಾಗಿದೆ.: [45, 1135, 257, 1288]
panchanga-date: 19-07-2024: [71, 298, 199, 324]
ardha-value: 1.30 PM - 3.00 PM: [135, 786, 238, 824]
teeka-quote: 6. ತರಬೇತಿಯಿಂದ ಐಎಎಸ್ ಅಧಿಕಾರಿ ಪೂಜಾ ಖೇಡ್ಕರ್'ಗೆ ಕೋಕ್.: [254, 568, 385, 597]
mandela-banner-headline: ಇಂದು ಸಾಮಾಜಿಕ ನ್ಯಾಯದ ಪ್ರತಿಪಾದಕ ನೆಲ್ಸನ್ ಮಂಡೇಲಾ ಜನ್ಮದಿನ: [31, 1082, 936, 1125]
mandela-paragraph: ನಿಷೇಧಿತ ಯುವಜನತೆಗಳಿಗಾಗಿ ಹೋರಾಡುತ್ತಾ ಇದು ವರ್ಷಗಳ ಕಾಲ ಸಾಗಿತು. ಈ ಶಿಕ್ಷೆಯನ್ನು ಅನುಭವಿಸಿದರು.: [488, 1135, 599, 1189]
mandela-paragraph: ನೆಲ್ಸನ್ ಮಂಡೇಲಾ ಅವರ ಆತ್ಮ ಮತ್ತು ಮೌಲ್ಯಗಳು ಇಂದಿಗೂ ಜೀವಂತ. ಅವರು ಶಾಶ್ವತವಾಗಿ ನೆನಪಿನಲ್ಲಿ ಉಳಿಯುತ್ತಾರೆ. ತಾರತಮ್ಯದ ವಿರುದ್ಧದ ಹೋರಾಟ ಮತ್ತು ಸಮಾನತೆಯ ಹೋರಾಟದಲ್ಲಿ ಅವರು ಎದುರಿಸಿದ ಹೋರಾಟಗಳ ಬಗ್ಗೆ ಜನರು ಅವರ "ಲಾಂಗ್ ವಾಕ್ ಟು ಫ್ರೀಡಮ್" ಎಂಬ ಆತ್ಮಚರಿತ್ರೆಯಲ್ಲಿ ಓದಬಹುದು.: [710, 1737, 922, 1819]
author-name: ಲಕ್ಷ್ಮೀ ಕಾಂತ್ ಜಿ.ಟಿ.: [605, 1221, 699, 1239]
mandela-paragraph: ಆಳುವ ಸರ್ಕಾರದ ಜನಾಂಗೀಯ ಕಾನೂನುಗಳ ವಿರುದ್ಧ ಪ್ರತಿಭಟನೆಗಳಿಗೆ ಬೆಂಬಲವನ್ನು ಪಡೆಯಲು ಅವರು ಯುವಕರನ್ನು ಎಎನ್‌ಸಿ ಯೂತ್ ಲೀಗ್ ಅನ್ನು ಸ್ಥಾಪಿಸಿದರು. ಅವರು ದಕ್ಷಿಣ ಆಫ್ರಿಕಾದ ದೇಶಗಳಾದ್ಯಂತ ಪ್ರಯಾಣಿಸಿ ಅರಿವು ಮೂಡಿಸಿದರೆ ಸರ್ಕಾರವು ಇದು ಸರ್ಕಾರದ ವಿರೋಧಿ ಚಳುವಳಿ ಎಂದು ನಿರ್ಬಂಧಿಸಿತು.: [45, 1804, 257, 1887]
teeka-quote: 2. ಕನ್ನಡ ಬಳಕೆಗೆ ಶಕ್ತಿ ಸೌಧದವರ ಅಡ್ಡಿ.: [254, 219, 391, 231]
teeka-quote: 1. ಈ ಬಾರಿ ರಾಜ್ಯ ಮುಂಚೂಣಿ ನಾಯಕರು ಮಂತ್ರಿ ಸ್ಥಾನಕ್ಕೆ ನನ್ನ ಹೆಸರು ಹೇಳಲಿಲ್ಲ.: [254, 111, 402, 140]
mandela-paragraph: 1962 ರಲ್ಲಿ, ವರ್ಣಭೇದ ನೀತಿ ವಿರೋಧಿ ಚಟುವಟಿಕೆಗಳಿಗಾಗಿ ಮಂಡೇಲಾ ಅವರನ್ನು ಬಂಧಿಸಲಾಯಿತು ಮತ್ತು ಜೈಲು ಶಿಕ್ಷೆ ವಿಧಿಸಲಾಯಿತು. 1964 ರಲ್ಲಿ, ಈ ಶಿಕ್ಷೆಯನ್ನು ಅನುಭವಿಸುತ್ತಿರುವಾಗ, ಸರ್ಕಾರವನ್ನು ಉರುಳಿಸಲು ಸಂಚು ಮಾಡಿದ ಆರೋಪದ ಮೇಲೆ ಅವರನ್ನು ವಿಚಾರಣೆಗೆ ಒಳಪಡಿಸಲಾಯಿತು. ವಿಚಾರಣೆಯಲ್ಲಿ ಅವರು ತಮ್ಮ ನಂಬಿಕೆಗಳಿಗಾಗಿ ಸಾಯಲು ಸಿದ್ಧ ಎಂದರು. ಅವರಿಗೆ ಜೀವಾವಧಿ ಶಿಕ್ಷೆ ವಿಧಿಸಿ ಕೇಪ್ ಟೌನ್ ರಾಬೆನ್ ದ್ವೀಪಕ್ಕೆ ಕಳುಹಿಸಲಾಯಿತು.: [266, 1214, 479, 1325]
teeka-item: [247, 475, 409, 558]
mandela-paragraph: ಕಪ್ಪು ಜನರಿಗೆ ಮತಚಲಾಯಿಸುವ ಹಕ್ಕು ಸಹ ಇರಲಿಲ್ಲ. ಇದು ಅವರ ಗಮನವನ್ನು ಸೆಳೆಯಿತು. ಹೀಗಾಗಿ, 1944 ರಲ್ಲಿ, ಅವರು ಬಿಳಿಯರಿಗೆ ಸಮಾನ ಹಕ್ಕುಗಳಿಗಾಗಿ ಹೋರಾಡಿದ ರಾಜಕೀಯ ಗುಂಪು ನ್ಯಾಷನಲ್ ಕಾಂಗ್ರೆಸ್ (ಎಎನ್‌ಸಿ) ಗೆ ಸೇರಿದರು. 1948 ರಲ್ಲಿ ದಕ್ಷಿಣ ಆಫ್ರಿಕಾದ ಸರ್ಕಾರವು 'ವರ್ಣಭೇದ ನೀತಿ' ಎಂಬ ವ್ಯವಸ್ಥೆಯನ್ನು ಪರಿಚಯಿಸಿತು. ಇದು ದೇಶದ ಜನಾಂಗೀಯ ವಿಭಜನೆಯನ್ನು ಕಾನೂನುಬದ್ಧಗೊಳಿಸಿತು. ಹೊಸ ಜನಾಂಗೀಯ ಕಾನೂನುಗಳ ಅಡಿಯಲ್ಲಿ ಕಪ್ಪು ಮತ್ತು ಬಿಳಿ ಜನರು ಒಂದೇ ಪ್ರದೇಶಗಳಲ್ಲಿ ವಾಸಿಸಲು, ರೆಸ್ಟೋರೆಂಟ್ ಹಂಚಿಕೊಳ್ಳಲು, ಒಂದೇ ಶಾಲೆಗಳಿಗೆ ಹಾಜರಾಗಲು ಅಥವಾ ರೈಲು ಬಸ್ಸುಗಳಲ್ಲಿ ಕುಳಿತುಕೊಳ್ಳಲು ಅವಕಾಶ ಇರಲಿಲ್ಲ. ಇಂತಹ ಅಸ್ಪೃಶ್ಯತೆ ಕಂಡ ನೆಲ್ಸನ್ ಮಂಡೇಲಾ ಅವರು ದೊಡ್ಡ ಕ್ರಿಯಾ ಯೋಜನೆ ರೂಪಿಸಿದರು.: [45, 1611, 257, 1779]
yamaganda-label: ಯಮಗಂಡ ಕಾಲ: [32, 762, 135, 786]
zodiac-table: [32, 982, 238, 1072]
vivekananda-photo: [31, 97, 239, 239]
karana-label: ಕರಣ: [73, 893, 94, 908]
middle-column: [245, 67, 411, 1074]
zodiac-value: ಅನುಕೂಲ: [178, 984, 234, 998]
chariot-icon: [733, 599, 791, 665]
panchanga-box: [30, 245, 240, 1074]
zodiac-title: ಇಂದಿನ ರಾಶಿ ಭವಿಷ್ಯ: [32, 957, 238, 982]
sun-sign-label: ಸೂರ್ಯ ರಾಶಿ: [32, 605, 135, 629]
mandela-paragraph: 2010 ಜುಲೈ 18ರಂದು ವಿಶ್ವಸಂಸ್ಥೆ ಮೊದಲ ಬಾರಿಗೆ ಈ ದಿನವನ್ನು ಆಚರಿಸಲಾಯಿತು. ಅಂತರರಾಷ್ಟ್ರೀಯ ಮಟ್ಟದಲ್ಲಿ ಅವರ ಕೊಡುಗೆಯನ್ನು ಗುರುತಿಸಿ, ಭಾರತ ಸರ್ಕಾರವು ಮಂಡೇಲಾ ಅವರಿಗೆ 1979 ರಲ್ಲಿ ಅಂತರರಾಷ್ಟ್ರೀಯ ತಿಳುವಳಿಕೆಗಾಗಿ ಜವಾಹರಲಾಲ್ ನೆಹರು ಪ್ರಶಸ್ತಿಯನ್ನು ನೀಡಿತು.: [710, 1903, 922, 1971]
zodiac-value: ಶುಭಫಲ: [79, 1012, 135, 1026]
mandela-photo: [45, 1136, 145, 1254]
page-number-box: [78, 22, 122, 56]
pradosha-badge: ಪ್ರದೋಷ: [34, 427, 236, 449]
mandela-paragraph: ಅಂತಿಮವಾಗಿ, 1994 ರ ಸಾರ್ವತ್ರಿಕ ಚುನಾವಣೆಯಲ್ಲಿ, ದಕ್ಷಿಣ ಆಫ್ರಿಕಾದ ಎಲ್ಲಾ ಜನಾಂಗದವರಿಗೂ ಮತ ಚಲಾಯಿಸಲು ಅವಕಾಶ ನೀಡಲಾಯಿತು. ಒಳ್ಳೆ ಗೆಲುವು ಸಾಧಿಸಿದ ನೆಲ್ಸನ್ ಮಂಡೇಲಾ ಅವರ ಪಕ್ಷವು ಅಧಿಕಾರ ಹಿಡಿಯಿತು.: [266, 1578, 479, 1633]
article2-left-text: ಮಧುಗಿರಿ,ಜು.18–ಪಟ್ಟಣದ ದೊಡ್ಡಪೇಟೆಯಲ್ಲಿರುವ ಶ್ರೀ ರುಕ್ಮಿಣಿ ಪಾಂಡುರಂಗ ಸ್ವಾಮಿ ದೇವಸ್ಥಾನದಲ್ಲಿ ಶ್ರೀ ರುಕ್ಮಿಣಿ ಪಾಂಡುರಂಗ ಸ್ವಾಮಿ ಸೇವಾ ಮಂಡಳಿ, ಭಾವಸಾರ ಕ್ಷತ್ರಿಯ ಮಹಿಳಾ ಮಂಡಳಿ, ಭಾವಸಾರ ಕ್ಷತ್ರಿಯ ಯುವಕ ಮಂಡಳಿಗಳ ಸಂಯುಕ್ತಾಶ್ರಯದಲ್ಲಿ ಸ್ವಾಮಿಗೆ 64ನೇ ವರ್ಷದ ಆಷಾಢ ಪ್ರಥಮ ಏಕಾದಶಿ ಉತ್ಸವವನ್ನು ಪಂಡರಿ ಭಜನೆಯೊಂದಿಗೆ ಪಟ್ಟಣದ ಪ್ರಮುಖ ಬೀದಿಗಳಲ್ಲಿ ಬುಧವಾರದಂದು ಮೆರವಣಿಗೆ ನಡೆಸಿದರು. ಸ್ವಾಮಿಯವರಿಗೆ ಕಲ್ಯಾಣೋತ್ಸವ ಏಕಾದಶಿ ಅಂಗವಾಗಿ ಬೆಳಿಗ್ಗೆ 6 ಗಂಟೆಗೆ ಪಂಚಾಮೃತ ಅಭಿಷೇಕ ವಾದ ನಂತರ ಸ್ವಾಮಿಯ ಉತ್ಸವ ಮೂರ್ತಿಗಳ ಮೆರವಣಿಗೆ ನಡೆಯಿತು.: [416, 591, 564, 787]
articles-column: [416, 67, 937, 1074]
article2-photo: [572, 591, 937, 719]
teekavani-title: ಟೀಕಾ ವಾಣಿ: [251, 73, 405, 103]
mandela-paragraph: ನೀತಿ ವಿರೋಧಿ ಗುಂಪುಗಳನ್ನು ನಿಷೇಧಿಸಿತು. ಅದರಲ್ಲೂ ಕೂಡ ಅಗತ್ಯವಿರುವ ದೊಡ್ಡ ಬದಲಾವಣೆಗಾಗಿ, 1961 ರಲ್ಲಿ ನೆಲ್ಸನ್ ಮತ್ತು ಇತರ ಎಎನ್‌ಸಿ ನಾಯಕರು ನೇಷನ್ ಆಫ್ ಸ್ಪಿಯರ್ ಎಂಬ ರಹಸ್ಯ ಮಿಲಿಟರಿ ಗುಂಪನ್ನು ರಚಿಸಿದರು.: [266, 1135, 479, 1189]
contribution-5-text: ಶಿಕ್ಷಣ, ಆರೋಗ್ಯ ಮತ್ತು ಸಾಮಾಜಿಕ ಕಲ್ಯಾಣ ಕಾರ್ಯಕ್ರಮಗಳಿಗೆ ವರ್ಣಭೇದ ನೀತಿಯ ನಂತರದ ದಕ್ಷಿಣ ಆಫ್ರಿಕನ್ನರ ಜೀವನದ ಗುಣಮಟ್ಟವನ್ನು ಸುಧಾರಿಸಿದರು.: [710, 1627, 922, 1668]
zodiac-sign: ಕುಂಭ: [36, 1054, 79, 1068]
subhead-inequality: ದಕ್ಷಿಣ ಆಫ್ರಿಕಾದಲ್ಲಿ ಅಸಮಾನತೆ:–: [95, 1489, 207, 1502]
sunrise-label: ಸೂರ್ಯೋದಯ: [32, 495, 135, 519]
columnist-name: –ಮಧುಗಿರಿ ಗೌಡ: [254, 707, 322, 721]
mandela-paragraph: *ಮಂಡೇಲಾ ಮತ್ತು ಮಡಿಕಿಜೆಲಾ–ಮಂಡೇಲಾ 1996 ರಲ್ಲಿ ವಿಚ್ಛೇದನ ಪಡೆದರು ಮತ್ತು 1998 ರಲ್ಲಿ ಅವರು ಮಾಜಿ ಮೊಜಾಂಬಿಕನ್ ಅಧ್ಯಕ್ಷ ಮತ್ತು ಫ್ರೆಲಿಮೋ ನಾಯಕಿ ಸಮೋರಾ ಮಾಚೆಲ್ ಅವರ ವಿಧವೆಯಾದ ಗ್ರ್ಯಾಸಾ ಮಾಚೆಲ್ ಅವರನ್ನು ವಿವಾಹವಾದರು.: [710, 1135, 922, 1189]
tithi-label: ತಿಥಿ: [76, 828, 91, 842]
left-column: [30, 67, 240, 1074]
